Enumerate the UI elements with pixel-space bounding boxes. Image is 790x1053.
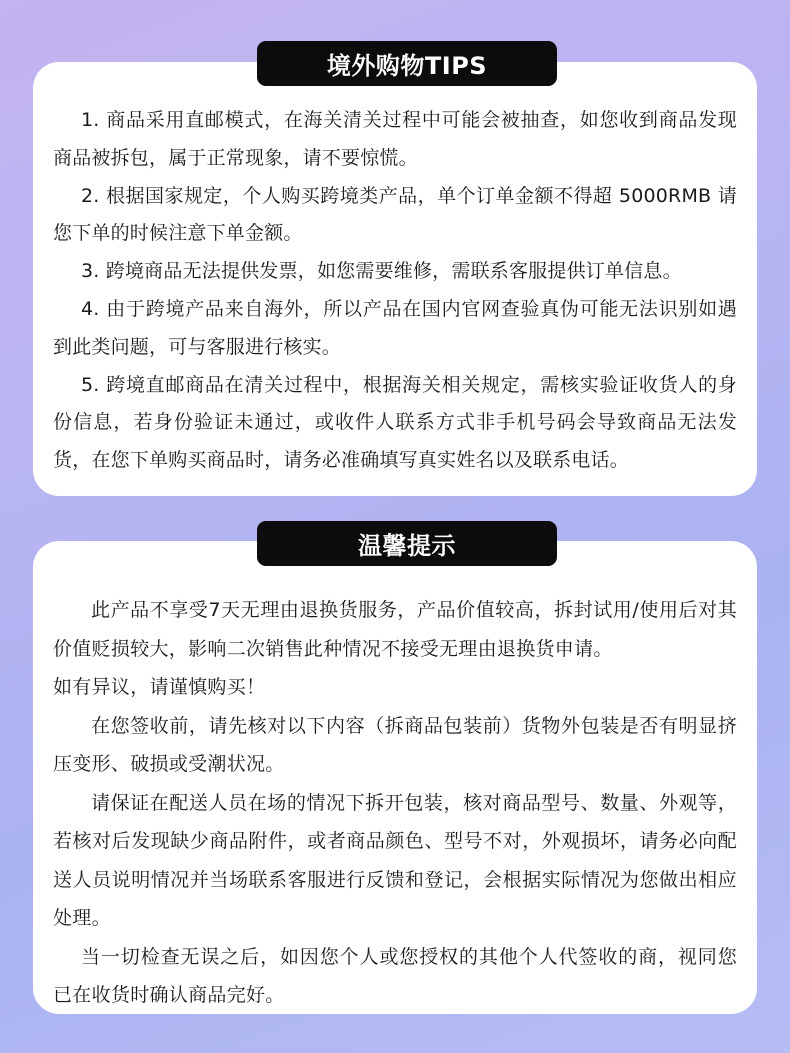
notice-title-badge: 温馨提示 (257, 521, 557, 566)
notice-card (33, 541, 757, 1014)
tips-title-badge: 境外购物TIPS (257, 41, 557, 86)
notice-content (53, 591, 737, 1015)
tip-item-3: 3. 跨境商品无法提供发票，如您需要维修，需联系客服提供订单信息。 (81, 260, 682, 283)
notice-paragraph-3: 在您签收前，请先核对以下内容（拆商品包装前）货物外包装是否有明显挤压变形、破损或受潮状况。 (53, 714, 737, 775)
tips-list (53, 102, 737, 480)
tip-item-4: 4. 由于跨境产品来自海外，所以产品在国内官网查验真伪可能无法识别如遇到此类问题，可与客服进行核实。 (53, 297, 737, 358)
tip-item-5: 5. 跨境直邮商品在清关过程中，根据海关相关规定，需核实验证收货人的身份信息，若身份验证未通过，或收件人联系方式非手机号码会导致商品无法发货，在您下单购买商品时，请务必准确填写真实姓名以及联系电话。 (53, 373, 737, 472)
tips-card (33, 62, 757, 496)
notice-paragraph-5: 当一切检查无误之后，如因您个人或您授权的其他个人代签收的商，视同您已在收货时确认商品完好。 (53, 945, 737, 1006)
tip-item-2: 2. 根据国家规定，个人购买跨境类产品，单个订单金额不得超 5000RMB 请您下单的时候注意下单金额。 (53, 184, 737, 245)
tip-item-1: 1. 商品采用直邮模式，在海关清关过程中可能会被抽查，如您收到商品发现商品被拆包，属于正常现象，请不要惊慌。 (53, 109, 737, 169)
notice-paragraph-4: 请保证在配送人员在场的情况下拆开包装，核对商品型号、数量、外观等，若核对后发现缺少商品附件，或者商品颜色、型号不对，外观损坏，请务必向配送人员说明情况并当场联系客服进行反馈和登记，会根据实际情况为您做出相应处理。 (53, 791, 737, 929)
notice-paragraph-2: 如有异议，请谨慎购买！ (53, 676, 266, 698)
notice-paragraph-1: 此产品不享受7天无理由退换货服务，产品价值较高，拆封试用/使用后对其价值贬损较大，影响二次销售此种情况不接受无理由退换货申请。 (53, 599, 737, 660)
